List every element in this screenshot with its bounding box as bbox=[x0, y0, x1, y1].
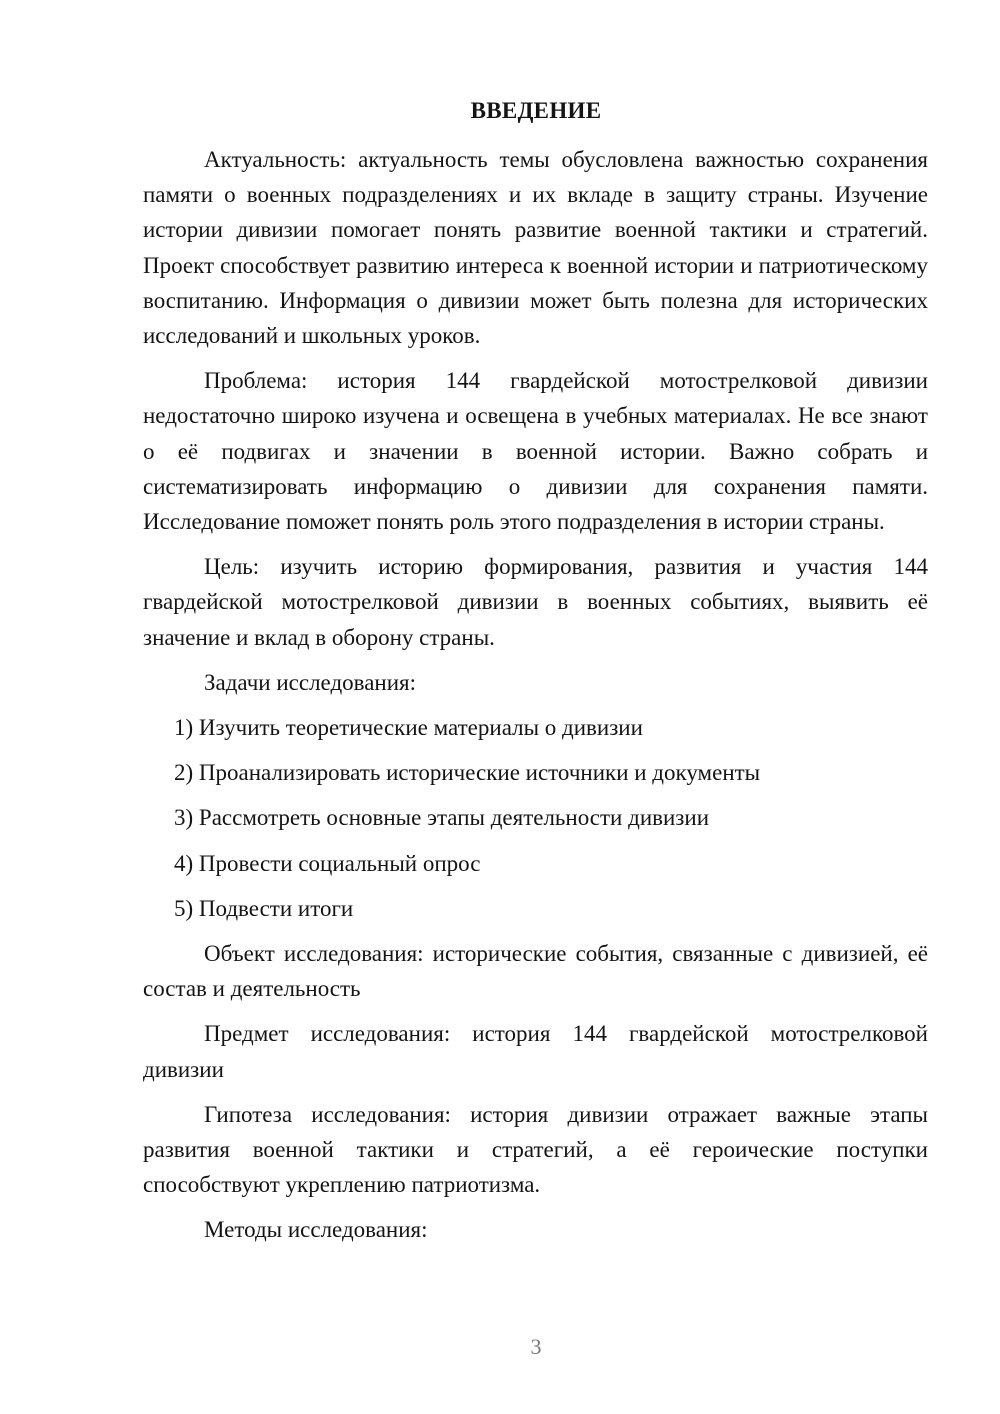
list-item: 3) Рассмотреть основные этапы деятельности дивизии bbox=[174, 805, 709, 831]
tasks-list bbox=[143, 710, 928, 926]
document-body bbox=[143, 142, 928, 1248]
page-title: ВВЕДЕНИЕ bbox=[470, 98, 602, 123]
problem-paragraph: Проблема: история 144 гвардейской мотострелковой дивизии недостаточно широко изучена и освещена в учебных материалах. Не все знают о её подвигах и значении в военной истории. Важно собрать и систематизировать информацию о дивизии для сохранения памяти. Исследование поможет понять роль этого подразделения в истории страны. bbox=[143, 368, 928, 535]
subject-paragraph: Предмет исследования: история 144 гвардейской мотострелковой дивизии bbox=[143, 1021, 928, 1082]
methods-heading: Методы исследования: bbox=[204, 1217, 428, 1243]
page-number: 3 bbox=[530, 1334, 542, 1359]
goal-paragraph: Цель: изучить историю формирования, развития и участия 144 гвардейской мотострелковой дивизии в военных событиях, выявить её значение и вклад в оборону страны. bbox=[143, 554, 928, 650]
tasks-heading: Задачи исследования: bbox=[204, 669, 417, 695]
list-item: 5) Подвести итоги bbox=[174, 895, 354, 921]
object-paragraph: Объект исследования: исторические события, связанные с дивизией, её состав и деятельность bbox=[143, 941, 928, 1002]
hypothesis-paragraph: Гипотеза исследования: история дивизии отражает важные этапы развития военной тактики и стратегий, а её героические поступки способствуют укреплению патриотизма. bbox=[143, 1101, 928, 1198]
relevance-paragraph: Актуальность: актуальность темы обусловлена важностью сохранения памяти о военных подразделениях и их вкладе в защиту страны. Изучение истории дивизии помогает понять развитие военной тактики и стратегий. Проект способствует развитию интереса к военной истории и патриотическому воспитанию. Информация о дивизии может быть полезна для исторических исследований и школьных уроков. bbox=[143, 147, 928, 349]
list-item: 2) Проанализировать исторические источники и документы bbox=[174, 760, 761, 786]
list-item: 4) Провести социальный опрос bbox=[174, 850, 481, 876]
list-item: 1) Изучить теоретические материалы о дивизии bbox=[174, 715, 643, 741]
